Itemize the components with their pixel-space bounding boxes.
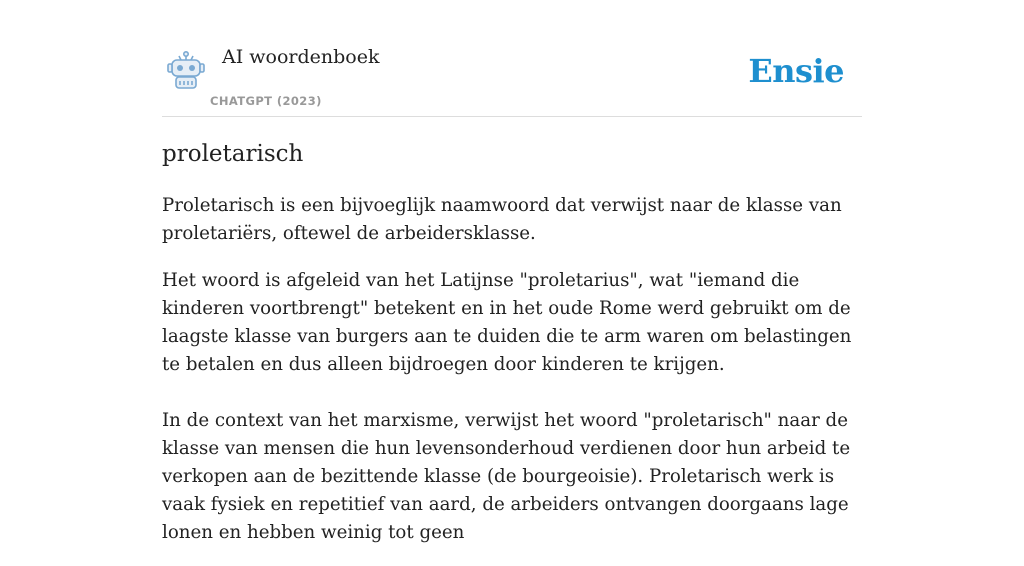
dictionary-subtitle: CHATGPT (2023) bbox=[210, 94, 322, 108]
ensie-logo[interactable]: Ensie bbox=[748, 52, 844, 90]
entry-definition bbox=[162, 192, 872, 547]
dictionary-title[interactable]: AI woordenboek bbox=[222, 46, 380, 68]
definition-paragraph: Het woord is afgeleid van het Latijnse "proletarius", wat "iemand die kinderen voortbrengt" betekent en in het oude Rome werd gebruikt om de laagste klasse van burgers aan te duiden die te arm waren om belastingen te betalen en dus alleen bijdroegen door kinderen te krijgen. In de context van het marxisme, verwijst het woord "proletarisch" naar de klasse van mensen die hun levensonderhoud verdienen door hun arbeid te verkopen aan de bezittende klasse (de bourgeoisie). Proletarisch werk is vaak fysiek en repetitief van aard, de arbeiders ontvangen doorgaans lage lonen en hebben weinig tot geen bbox=[162, 270, 852, 543]
entry-headword: proletarisch bbox=[162, 141, 304, 167]
header bbox=[162, 40, 862, 117]
entry-content bbox=[162, 138, 872, 566]
robot-icon bbox=[165, 50, 207, 92]
definition-paragraph: Proletarisch is een bijvoeglijk naamwoord dat verwijst naar de klasse van proletariërs, oftewel de arbeidersklasse. bbox=[162, 195, 842, 244]
